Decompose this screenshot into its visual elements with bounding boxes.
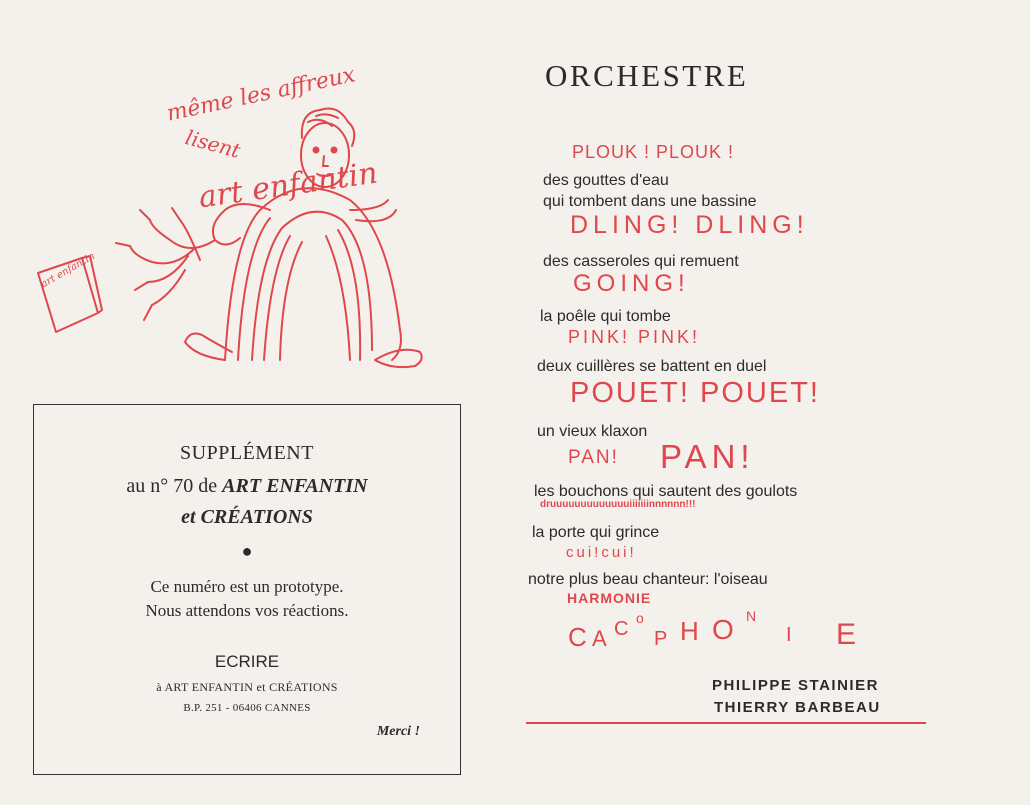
sound-pan-small: PAN!: [568, 447, 619, 468]
sound-cacophonie: [568, 608, 878, 658]
poem-line-tombent: qui tombent dans une bassine: [543, 193, 757, 210]
poem-line-poele: la poêle qui tombe: [540, 308, 671, 325]
sound-dling: DLING! DLING!: [570, 211, 809, 239]
poem-line-porte: la porte qui grince: [532, 524, 660, 541]
figure-body-inner: [252, 212, 372, 360]
supplement-issue-line: [34, 475, 460, 498]
poem-title: ORCHESTRE: [545, 58, 749, 93]
sound-cuicui: cui!cui!: [566, 544, 637, 561]
supplement-title: SUPPLÉMENT: [180, 442, 314, 464]
poem-line-klaxon: un vieux klaxon: [537, 423, 648, 440]
drawing-caption-line3: art enfantin: [196, 155, 380, 216]
author-name-2: THIERRY BARBEAU: [714, 699, 881, 716]
supplement-prototype-line1: Ce numéro est un prototype.: [150, 577, 344, 596]
sound-pan-big: PAN!: [660, 438, 755, 475]
supplement-address-line1: à ART ENFANTIN et CRÉATIONS: [156, 680, 338, 694]
cacophonie-letter: C: [614, 618, 629, 640]
figure-body-outer: [225, 188, 401, 360]
supplement-write-label: ECRIRE: [214, 652, 280, 671]
cacophonie-letter: A: [592, 626, 607, 651]
poem-line-oiseau: notre plus beau chanteur: l'oiseau: [528, 571, 768, 588]
sound-pink: PINK! PINK!: [568, 327, 701, 347]
supplement-box: [33, 404, 461, 775]
sound-plouk: PLOUK ! PLOUK !: [572, 142, 735, 162]
supplement-thanks: Merci !: [376, 724, 420, 739]
cacophonie-letter: E: [836, 618, 857, 651]
poem-line-gouttes: des gouttes d'eau: [543, 172, 669, 189]
cacophonie-letter: C: [568, 622, 587, 652]
drawing-caption-line2: lisent: [182, 125, 243, 163]
poem-line-cuilleres: deux cuillères se battent en duel: [537, 358, 767, 375]
supplement-address-line2: B.P. 251 - 06406 CANNES: [183, 702, 311, 714]
supplement-magazine-subtitle: et CRÉATIONS: [181, 506, 313, 528]
poem-line-bouchons: les bouchons qui sautent des goulots: [534, 483, 798, 500]
supplement-bullet: ●: [241, 541, 253, 561]
poem-line-casseroles: des casseroles qui remuent: [543, 253, 739, 270]
sound-going: GOING!: [573, 270, 690, 297]
cacophonie-letter: o: [636, 610, 644, 626]
supplement-prototype-line2: Nous attendons vos réactions.: [145, 601, 349, 620]
cacophonie-letter: H: [680, 616, 699, 646]
sound-gloo: druuuuuuuuuuuuuiiiiiiinnnnnn!!!: [540, 499, 696, 510]
figure-claw: [130, 220, 215, 305]
supplement-issue-prefix: au n° 70 de: [126, 475, 218, 497]
sound-harmonie: HARMONIE: [567, 590, 652, 606]
author-name-1: PHILIPPE STAINIER: [712, 677, 879, 694]
cacophonie-letter: I: [786, 624, 792, 646]
cacophonie-letter: P: [654, 628, 668, 650]
cacophonie-letter: O: [712, 614, 734, 645]
cacophonie-letter: N: [746, 608, 757, 624]
supplement-magazine-name: ART ENFANTIN: [222, 475, 368, 497]
drawing-caption-line1: même les affreux: [164, 62, 358, 127]
childrens-drawing: [20, 60, 450, 390]
signature-rule: [526, 722, 926, 724]
sound-pouet: POUET! POUET!: [570, 377, 820, 409]
drawing-book-label: art enfantin: [39, 250, 97, 291]
